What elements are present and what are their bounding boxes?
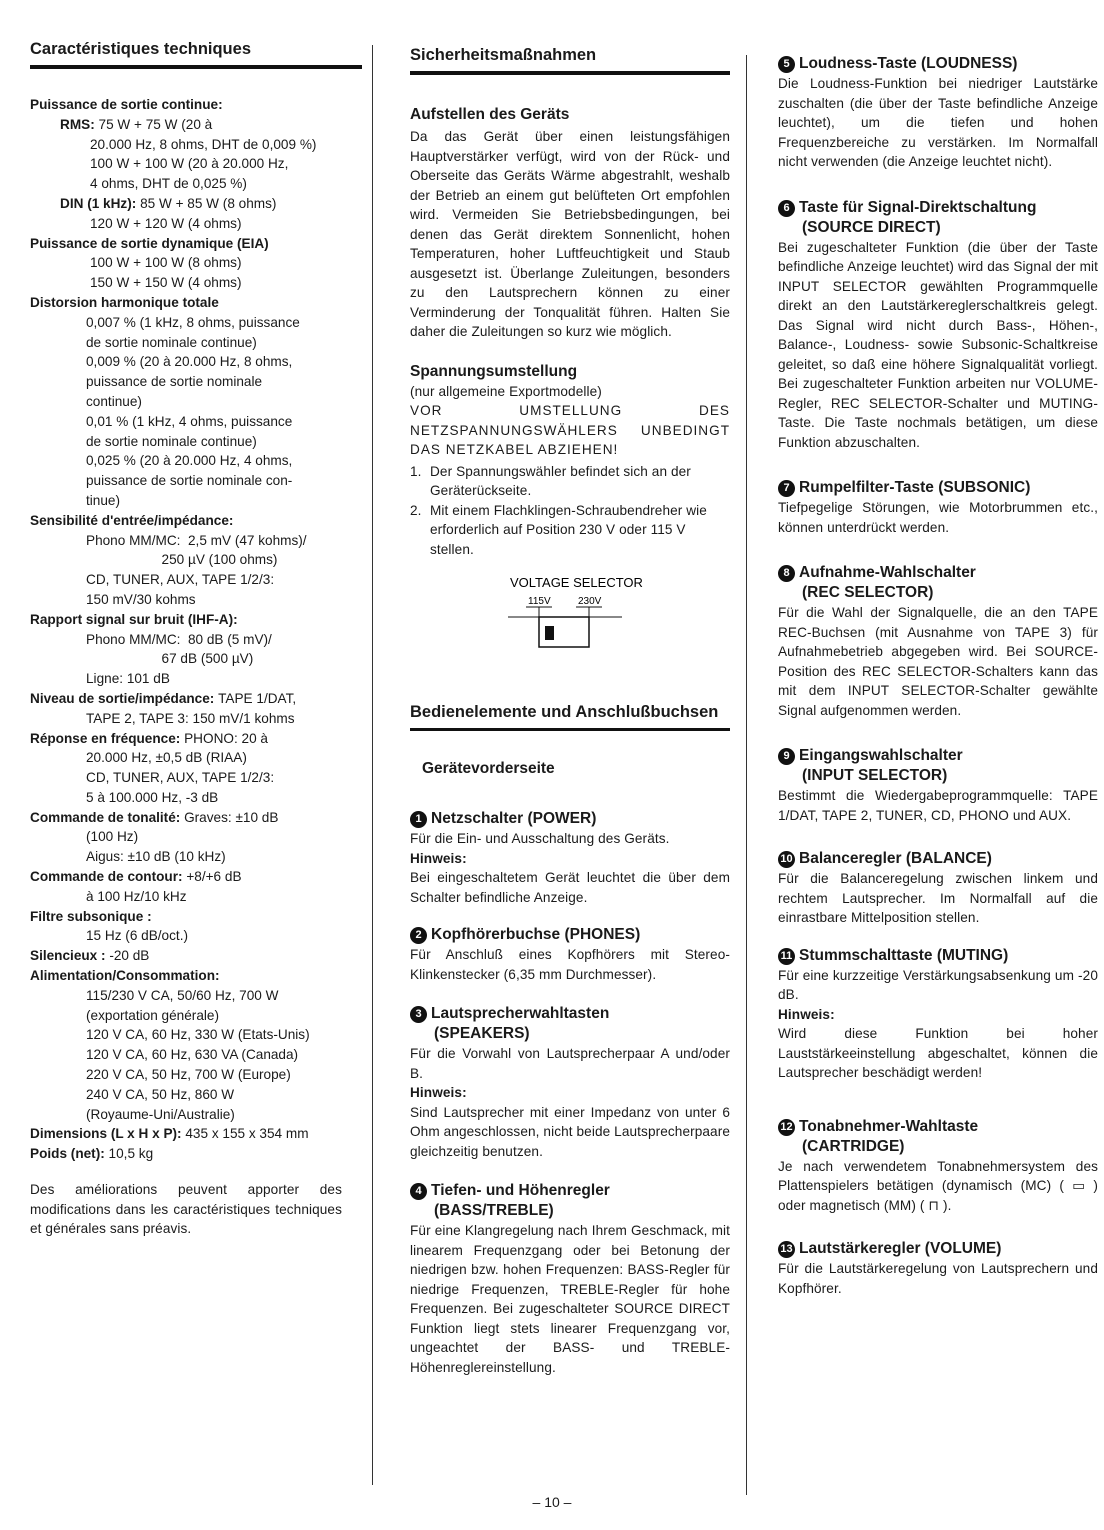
control-item xyxy=(778,563,1098,720)
control-title: Kopfhörerbuchse (PHONES) xyxy=(431,926,641,943)
control-body: Für eine Klangregelung nach Ihrem Geschmack, mit linearem Frequenzgang oder bei Betonung der niedrigen bzw. hohen Frequenzen: BASS-Regler für niedrige Frequenzen, TREBLE-Regler für hohe Frequenzen. Bei zugeschalteter SOURCE DIRECT Funktion liegt stets linearer Frequenzgang vor, ungeachtet der BASS- und TREBLE-Höhenreglereinstellung. xyxy=(410,1223,730,1375)
control-item xyxy=(778,478,1098,537)
spec-row xyxy=(30,451,360,471)
spec-key: Sensibilité d'entrée/impédance: xyxy=(30,512,234,528)
spec-row xyxy=(30,788,360,808)
voltage-selector-label: VOLTAGE SELECTOR xyxy=(510,575,643,590)
control-heading xyxy=(410,809,730,829)
control-body: Für die Balanceregelung zwischen linkem und rechtem Lautsprecher. Im Normalfall auf die einrastbare Mittelposition stellen. xyxy=(778,871,1098,925)
spec-value: Ligne: 101 dB xyxy=(86,671,170,687)
spec-row xyxy=(30,135,360,155)
spec-value: 15 Hz (6 dB/oct.) xyxy=(86,928,188,944)
spec-key: Réponse en fréquence: xyxy=(30,730,185,746)
hint-label: Hinweis: xyxy=(410,1085,467,1100)
spec-value: à 100 Hz/10 kHz xyxy=(86,888,187,904)
column-divider xyxy=(372,45,373,1485)
control-body: Für die Vorwahl von Lautsprecherpaar A und/oder B. xyxy=(410,1046,730,1081)
page-number: – 10 – xyxy=(532,1494,572,1510)
front-items-b xyxy=(778,54,1098,1298)
spec-value: tinue) xyxy=(86,492,121,508)
control-title: Loudness-Taste (LOUDNESS) xyxy=(799,55,1018,72)
spec-row xyxy=(30,1045,360,1065)
spec-row xyxy=(30,709,360,729)
hint-body: Wird diese Funktion bei hoher Lauststärkeeinstellung abgeschaltet, können die Lautsprecher beschädigt werden! xyxy=(778,1026,1098,1080)
spec-row xyxy=(30,689,360,709)
control-body: Für eine kurzzeitige Verstärkungsabsenkung um -20 dB. xyxy=(778,967,1098,1002)
column-safety xyxy=(410,46,730,1377)
spec-row xyxy=(30,966,360,986)
control-item xyxy=(778,1117,1098,1216)
safety-title: Sicherheitsmaßnahmen xyxy=(410,46,730,75)
spec-row xyxy=(30,847,360,867)
control-heading xyxy=(410,1004,730,1044)
spec-row xyxy=(30,550,360,570)
control-heading xyxy=(778,478,1098,498)
control-subtitle: (REC SELECTOR) xyxy=(802,584,934,601)
spec-value: (100 Hz) xyxy=(86,829,139,845)
spec-value: continue) xyxy=(86,393,142,409)
spec-value: 0,009 % (20 à 20.000 Hz, 8 ohms, xyxy=(86,354,293,370)
control-item xyxy=(778,1239,1098,1298)
spec-row xyxy=(30,768,360,788)
column-controls xyxy=(778,54,1098,1298)
spec-row xyxy=(30,1025,360,1045)
spec-key: RMS: xyxy=(60,116,99,132)
spec-value: puissance de sortie nominale xyxy=(86,374,263,390)
spec-row xyxy=(30,669,360,689)
spec-row xyxy=(30,946,360,966)
spannung-warning: VOR UMSTELLUNG DES NETZSPANNUNGSWÄHLERS UNBEDINGT DAS NETZKABEL ABZIEHEN! xyxy=(410,403,730,457)
spec-row xyxy=(30,570,360,590)
spec-value: 120 V CA, 60 Hz, 630 VA (Canada) xyxy=(86,1047,299,1063)
spec-row xyxy=(30,154,360,174)
spec-value: 100 W + 100 W (8 ohms) xyxy=(90,255,242,271)
spec-row xyxy=(30,1105,360,1125)
control-heading xyxy=(778,198,1098,238)
spec-row xyxy=(30,531,360,551)
spec-row xyxy=(30,234,360,254)
control-item xyxy=(778,198,1098,453)
spec-value: 120 W + 120 W (4 ohms) xyxy=(90,215,242,231)
spec-value: +8/+6 dB xyxy=(186,869,242,885)
step-item xyxy=(410,501,730,560)
voltage-115-label: 115V xyxy=(528,596,551,607)
spec-value: 250 µV (100 ohms) xyxy=(86,552,278,568)
control-item xyxy=(410,925,730,984)
heading-front: Gerätevorderseite xyxy=(422,760,555,777)
spec-value: Aigus: ±10 dB (10 kHz) xyxy=(86,849,226,865)
spec-value: 0,025 % (20 à 20.000 Hz, 4 ohms, xyxy=(86,453,293,469)
control-heading xyxy=(778,946,1098,966)
control-number-badge: 2 xyxy=(410,927,427,944)
control-body: Für Anschluß eines Kopfhörers mit Stereo-Klinkenstecker (6,35 mm Durchmesser). xyxy=(410,947,730,982)
spec-value: (Royaume-Uni/Australie) xyxy=(86,1106,235,1122)
control-body: Für die Ein- und Ausschaltung des Geräts. xyxy=(410,831,670,846)
control-item xyxy=(410,809,730,907)
spec-value: -20 dB xyxy=(109,948,150,964)
spec-row xyxy=(30,352,360,372)
spec-row xyxy=(30,630,360,650)
column-specifications xyxy=(30,40,360,1239)
control-body: Für die Lautstärkeregelung von Lautsprechern und Kopfhörer. xyxy=(778,1261,1098,1296)
spec-row xyxy=(30,491,360,511)
step-number: 1. xyxy=(410,463,422,479)
control-title: Lautstärkeregler (VOLUME) xyxy=(799,1240,1002,1257)
spec-key: Rapport signal sur bruit (IHF-A): xyxy=(30,611,238,627)
spec-value: Phono MM/MC: 80 dB (5 mV)/ xyxy=(86,631,272,647)
spec-key: Poids (net): xyxy=(30,1146,109,1162)
spec-row xyxy=(30,372,360,392)
spec-row xyxy=(30,432,360,452)
controls-title: Bedienelemente und Anschlußbuchsen xyxy=(410,703,730,731)
control-number-badge: 11 xyxy=(778,948,795,965)
control-title: Tonabnehmer-Wahltaste xyxy=(799,1117,979,1135)
spec-value: de sortie nominale continue) xyxy=(86,433,257,449)
control-heading xyxy=(410,925,730,945)
spec-row xyxy=(30,333,360,353)
spec-value: 100 W + 100 W (20 à 20.000 Hz, xyxy=(90,156,289,172)
spec-row xyxy=(30,729,360,749)
control-number-badge: 3 xyxy=(410,1006,427,1023)
hint-label: Hinweis: xyxy=(778,1006,835,1022)
spec-key: Puissance de sortie continue: xyxy=(30,97,223,112)
control-body: Die Loudness-Funktion bei niedriger Lautstärke zuschalten (die über der Taste befindliche Anzeige leuchtet), um die tiefen und hohen Frequenzbereiche zu verstärken. Im Normalfall nicht verwenden (die Anzeige leuchtet nicht). xyxy=(778,76,1098,169)
control-number-badge: 4 xyxy=(410,1183,427,1200)
control-subtitle: (INPUT SELECTOR) xyxy=(802,767,948,784)
paragraph-aufstellen: Da das Gerät über einen leistungsfähigen Hauptverstärker verfügt, wird von der Rück- und Oberseite das Geräts Wärme abgestrahlt, weshalb der Betrieb an einem gut belüfteten Ort empfohlen wird. Vermeiden Sie Betriebsbedingungen, bei denen das Gerät direktem Sonnenlicht, hohen Temperaturen, hoher Luftfeuchtigkeit und Staub ausgesetzt ist. Überlange Zuleitungen, besonders zu den Lautsprechern können zu einer Verminderung der Tonqualität führen. Halten Sie daher die Zuleitungen so kurz wie möglich. xyxy=(410,129,730,339)
spec-key: Commande de tonalité: xyxy=(30,809,185,825)
control-item xyxy=(778,849,1098,928)
spec-value: 5 à 100.000 Hz, -3 dB xyxy=(86,789,219,805)
step-text: Der Spannungswähler befindet sich an der Geräterückseite. xyxy=(430,463,691,498)
heading-spannung: Spannungsumstellung xyxy=(410,362,578,380)
spec-key: Filtre subsonique : xyxy=(30,908,152,924)
control-title: Taste für Signal-Direktschaltung xyxy=(799,198,1037,216)
control-body: Für die Wahl der Signalquelle, die an den TAPE REC-Buchsen (mit Ausnahme von TAPE 3) für Aufnahmebetrieb abgegeben wird. Bei SOURCE-Position des REC SELECTOR-Schalters kann das mit dem INPUT SELECTOR-Schalter gewählte Signal aufgenommen werden. xyxy=(778,605,1098,718)
spec-value: Graves: ±10 dB xyxy=(184,809,279,825)
step-item xyxy=(410,462,730,501)
control-item xyxy=(778,54,1098,172)
spec-value: 85 W + 85 W (8 ohms) xyxy=(140,195,277,211)
step-text: Mit einem Flachklingen-Schraubendreher wie erforderlich auf Position 230 V oder 115 V stellen. xyxy=(430,502,707,557)
specifications-note: Des améliorations peuvent apporter des modifications dans les caractéristiques techniques et générales sans préavis. xyxy=(30,1182,342,1237)
spec-value: puissance de sortie nominale con- xyxy=(86,473,293,489)
spec-row xyxy=(30,471,360,491)
spec-row xyxy=(30,1006,360,1026)
spec-row xyxy=(30,907,360,927)
control-body: Bei zugeschalteter Funktion (die über der Taste befindliche Anzeige leuchtet) wird das Signal der mit INPUT SELECTOR gewählten Programmquelle direkt an den Lautstärkereglerschaltkreis gelegt. Das Signal wird nicht durch Bass-, Höhen-, Balance-, Loudness- sowie Subsonic-Schaltkreise geleitet, so daß eine höhere Signalqualität vorliegt. Bei zugeschalteter Funktion arbeiten nur VOLUME-Regler, REC SELECTOR-Schalter und MUTING-Taste. Die Taste nochmals betätigen, um diese Funktion abzuschalten. xyxy=(778,239,1098,450)
spec-row xyxy=(30,887,360,907)
control-item xyxy=(410,1181,730,1377)
voltage-230-label: 230V xyxy=(578,596,602,607)
control-number-badge: 5 xyxy=(778,56,795,73)
spec-row xyxy=(30,313,360,333)
spec-list xyxy=(30,95,360,1164)
spec-value: 0,01 % (1 kHz, 4 ohms, puissance xyxy=(86,413,293,429)
spannung-note: (nur allgemeine Exportmodelle) xyxy=(410,383,602,399)
control-body: Tiefpegelige Störungen, wie Motorbrummen etc., können unterdrückt werden. xyxy=(778,500,1098,535)
spec-value: 67 dB (500 µV) xyxy=(86,651,254,667)
control-heading xyxy=(778,849,1098,869)
steps-list xyxy=(410,462,730,560)
control-item xyxy=(778,746,1098,825)
control-heading xyxy=(410,1181,730,1221)
control-heading xyxy=(778,563,1098,603)
spec-value: 220 V CA, 50 Hz, 700 W (Europe) xyxy=(86,1067,291,1083)
spec-row xyxy=(30,194,360,214)
spec-value: CD, TUNER, AUX, TAPE 1/2/3: xyxy=(86,770,275,786)
control-heading xyxy=(778,1117,1098,1157)
spec-row xyxy=(30,273,360,293)
spec-row xyxy=(30,95,360,115)
spec-row xyxy=(30,1124,360,1144)
spec-row xyxy=(30,610,360,630)
hint-body: Bei eingeschaltetem Gerät leuchtet die über dem Schalter befindliche Anzeige. xyxy=(410,870,730,905)
spec-row xyxy=(30,590,360,610)
spec-value: Phono MM/MC: 2,5 mV (47 kohms)/ xyxy=(86,532,307,548)
spec-value: 4 ohms, DHT de 0,025 %) xyxy=(90,176,247,192)
control-body: Je nach verwendetem Tonabnehmersystem des Plattenspielers betätigen (dynamisch (MC) ( ▭ ) oder magnetisch (MM) ( ⊓ ). xyxy=(778,1158,1098,1213)
spec-row xyxy=(30,214,360,234)
control-number-badge: 8 xyxy=(778,565,795,582)
spec-key: Distorsion harmonique totale xyxy=(30,294,219,310)
control-title: Aufnahme-Wahlschalter xyxy=(799,564,976,581)
control-title: Tiefen- und Höhenregler xyxy=(431,1182,610,1199)
front-items-a xyxy=(410,809,730,1377)
spec-value: TAPE 2, TAPE 3: 150 mV/1 kohms xyxy=(86,710,295,726)
spec-key: DIN (1 kHz): xyxy=(60,195,141,211)
voltage-switch-slider xyxy=(545,626,554,640)
control-title: Lautsprecherwahltasten xyxy=(431,1005,610,1022)
spec-value: PHONO: 20 à xyxy=(184,730,268,746)
spec-row xyxy=(30,511,360,531)
spec-row xyxy=(30,174,360,194)
spec-row xyxy=(30,926,360,946)
spec-value: 435 x 155 x 354 mm xyxy=(185,1126,309,1142)
column-divider xyxy=(746,55,747,1495)
control-number-badge: 13 xyxy=(778,1241,795,1258)
control-number-badge: 9 xyxy=(778,748,795,765)
spec-key: Alimentation/Consommation: xyxy=(30,968,220,984)
spec-key: Silencieux : xyxy=(30,948,110,964)
spec-value: 75 W + 75 W (20 à xyxy=(98,116,213,132)
spec-row xyxy=(30,1085,360,1105)
control-subtitle: (SOURCE DIRECT) xyxy=(802,218,941,236)
spec-value: 0,007 % (1 kHz, 8 ohms, puissance xyxy=(86,314,300,330)
control-subtitle: (CARTRIDGE) xyxy=(802,1137,905,1155)
control-number-badge: 7 xyxy=(778,480,795,497)
control-subtitle: (BASS/TREBLE) xyxy=(434,1202,554,1219)
spec-row xyxy=(30,412,360,432)
spec-value: de sortie nominale continue) xyxy=(86,334,257,350)
spec-key: Commande de contour: xyxy=(30,869,187,885)
spec-row xyxy=(30,867,360,887)
spec-row xyxy=(30,115,360,135)
control-title: Eingangswahlschalter xyxy=(799,747,963,764)
spec-value: 150 mV/30 kohms xyxy=(86,591,196,607)
spec-row xyxy=(30,649,360,669)
control-item xyxy=(410,1004,730,1161)
control-title: Stummschalttaste (MUTING) xyxy=(799,946,1009,964)
spec-row xyxy=(30,808,360,828)
spec-value: 150 W + 150 W (4 ohms) xyxy=(90,275,242,291)
control-heading xyxy=(778,1239,1098,1259)
heading-aufstellen: Aufstellen des Geräts xyxy=(410,106,570,123)
control-body: Bestimmt die Wiedergabeprogrammquelle: TAPE 1/DAT, TAPE 2, TUNER, CD, PHONO und AUX. xyxy=(778,788,1098,823)
spec-value: 10,5 kg xyxy=(108,1146,154,1162)
control-number-badge: 10 xyxy=(778,851,795,868)
control-title: Rumpelfilter-Taste (SUBSONIC) xyxy=(799,479,1031,496)
spec-value: (exportation générale) xyxy=(86,1007,219,1023)
control-heading xyxy=(778,54,1098,74)
spec-row xyxy=(30,748,360,768)
spec-row xyxy=(30,827,360,847)
spec-value: 240 V CA, 50 Hz, 860 W xyxy=(86,1086,235,1102)
spec-value: 20.000 Hz, ±0,5 dB (RIAA) xyxy=(86,750,247,766)
spec-row xyxy=(30,293,360,313)
spec-value: 115/230 V CA, 50/60 Hz, 700 W xyxy=(86,987,279,1003)
control-number-badge: 6 xyxy=(778,200,795,217)
spec-value: 120 V CA, 60 Hz, 330 W (Etats-Unis) xyxy=(86,1027,310,1043)
control-title: Netzschalter (POWER) xyxy=(431,810,597,827)
voltage-selector-figure xyxy=(488,573,658,653)
spec-value: CD, TUNER, AUX, TAPE 1/2/3: xyxy=(86,572,275,588)
spec-value: 20.000 Hz, 8 ohms, DHT de 0,009 %) xyxy=(90,136,317,152)
spec-row xyxy=(30,986,360,1006)
spec-row xyxy=(30,253,360,273)
spec-key: Puissance de sortie dynamique (EIA) xyxy=(30,235,269,251)
control-heading xyxy=(778,746,1098,786)
step-number: 2. xyxy=(410,502,422,518)
control-item xyxy=(778,946,1098,1083)
specifications-title: Caractéristiques techniques xyxy=(30,40,362,69)
hint-label: Hinweis: xyxy=(410,850,467,866)
spec-value: TAPE 1/DAT, xyxy=(218,690,297,706)
spec-key: Niveau de sortie/impédance: xyxy=(30,690,219,706)
spec-row xyxy=(30,392,360,412)
spec-row xyxy=(30,1065,360,1085)
control-subtitle: (SPEAKERS) xyxy=(434,1025,530,1042)
control-number-badge: 1 xyxy=(410,811,427,828)
control-number-badge: 12 xyxy=(778,1119,795,1136)
hint-body: Sind Lautsprecher mit einer Impedanz von unter 6 Ohm angeschlossen, nicht beide Lautsprecherpaare gleichzeitig benutzen. xyxy=(410,1104,730,1159)
spec-key: Dimensions (L x H x P): xyxy=(30,1126,186,1142)
control-title: Balanceregler (BALANCE) xyxy=(799,850,992,867)
spec-row xyxy=(30,1144,360,1164)
